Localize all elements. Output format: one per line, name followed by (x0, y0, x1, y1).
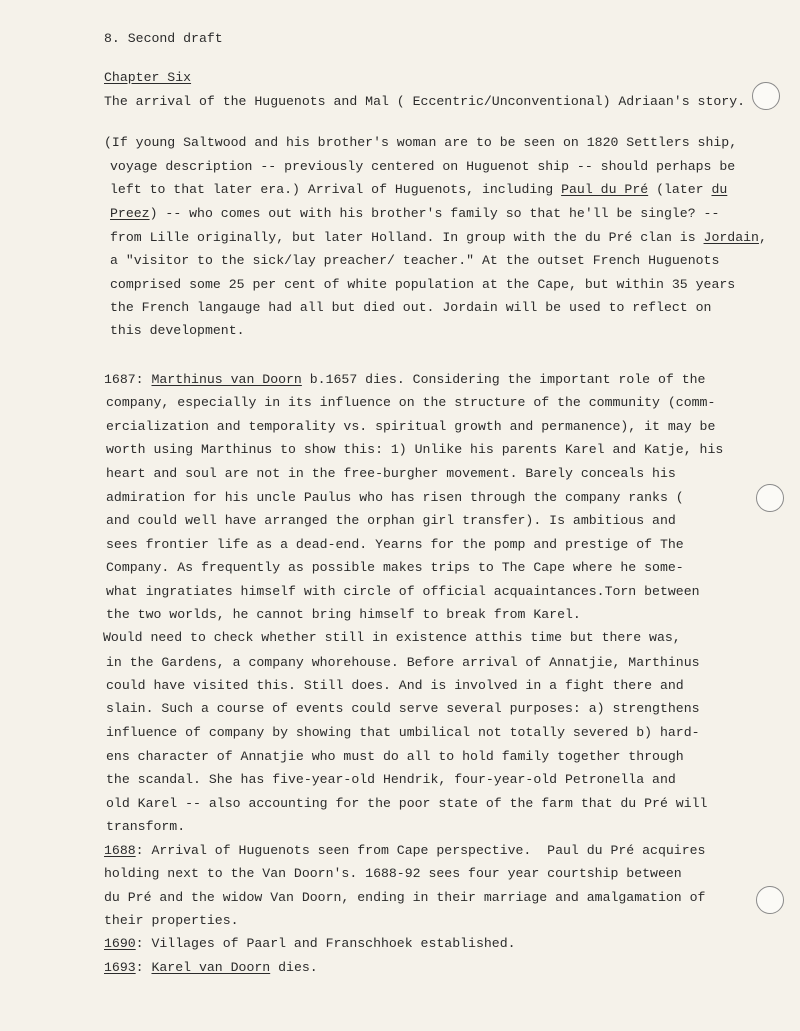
binder-hole-bottom (756, 886, 784, 914)
chapter-title: Chapter Six (104, 70, 192, 85)
text-line: old Karel -- also accounting for the poor state of the farm that du Pré will (106, 796, 708, 811)
text-line: holding next to the Van Doorn's. 1688-92 sees four year courtship between (104, 866, 682, 881)
text-line: in the Gardens, a company whorehouse. Before arrival of Annatjie, Marthinus (106, 655, 700, 670)
text-line: admiration for his uncle Paulus who has risen through the company ranks ( (106, 490, 684, 505)
binder-hole-top (752, 82, 780, 110)
text-line: Would need to check whether still in existence atthis time but there was, (103, 630, 681, 645)
text-line: slain. Such a course of events could serve several purposes: a) strengthens (106, 701, 700, 716)
text-line: sees frontier life as a dead-end. Yearns for the pomp and prestige of The (106, 537, 684, 552)
text-line: and could well have arranged the orphan girl transfer). Is ambitious and (106, 513, 676, 528)
text-line: worth using Marthinus to show this: 1) Unlike his parents Karel and Katje, his (106, 442, 724, 457)
text-line: 1690: Villages of Paarl and Franschhoek established. (104, 936, 516, 951)
text-line: the scandal. She has five-year-old Hendrik, four-year-old Petronella and (106, 772, 676, 787)
binder-hole-middle (756, 484, 784, 512)
text-line: ercialization and temporality vs. spiritual growth and permanence), it may be (106, 419, 716, 434)
text-line: comprised some 25 per cent of white population at the Cape, but within 35 years (110, 277, 736, 292)
text-line: Company. As frequently as possible makes trips to The Cape where he some- (106, 560, 684, 575)
text-line: their properties. (104, 913, 239, 928)
text-line: what ingratiates himself with circle of official acquaintances.Torn between (106, 584, 700, 599)
text-line: the French langauge had all but died out. Jordain will be used to reflect on (110, 300, 712, 315)
text-line: company, especially in its influence on the structure of the community (comm- (106, 395, 716, 410)
text-line: the two worlds, he cannot bring himself to break from Karel. (106, 607, 581, 622)
text-line: left to that later era.) Arrival of Huguenots, including Paul du Pré (later du (110, 182, 728, 197)
text-line: Preez) -- who comes out with his brother's family so that he'll be single? -- (110, 206, 720, 221)
text-line: du Pré and the widow Van Doorn, ending in their marriage and amalgamation of (104, 890, 706, 905)
text-line: from Lille originally, but later Holland. In group with the du Pré clan is Jordain, (110, 230, 767, 245)
text-line: (If young Saltwood and his brother's woman are to be seen on 1820 Settlers ship, (104, 135, 738, 150)
text-line: a "visitor to the sick/lay preacher/ teacher." At the outset French Huguenots (110, 253, 720, 268)
page-header: 8. Second draft (104, 31, 223, 46)
text-line: transform. (106, 819, 186, 834)
chapter-subtitle: The arrival of the Huguenots and Mal ( Eccentric/Unconventional) Adriaan's story. (104, 94, 746, 109)
text-line: ens character of Annatjie who must do all to hold family together through (106, 749, 684, 764)
text-line: voyage description -- previously centered on Huguenot ship -- should perhaps be (110, 159, 736, 174)
text-line: 1693: Karel van Doorn dies. (104, 960, 318, 975)
text-line: could have visited this. Still does. And is involved in a fight there and (106, 678, 684, 693)
text-line: heart and soul are not in the free-burgher movement. Barely conceals his (106, 466, 676, 481)
text-line: 1688: Arrival of Huguenots seen from Cape perspective. Paul du Pré acquires (104, 843, 706, 858)
text-line: 1687: Marthinus van Doorn b.1657 dies. Considering the important role of the (104, 372, 706, 387)
text-line: influence of company by showing that umbilical not totally severed b) hard- (106, 725, 700, 740)
text-line: this development. (110, 323, 245, 338)
